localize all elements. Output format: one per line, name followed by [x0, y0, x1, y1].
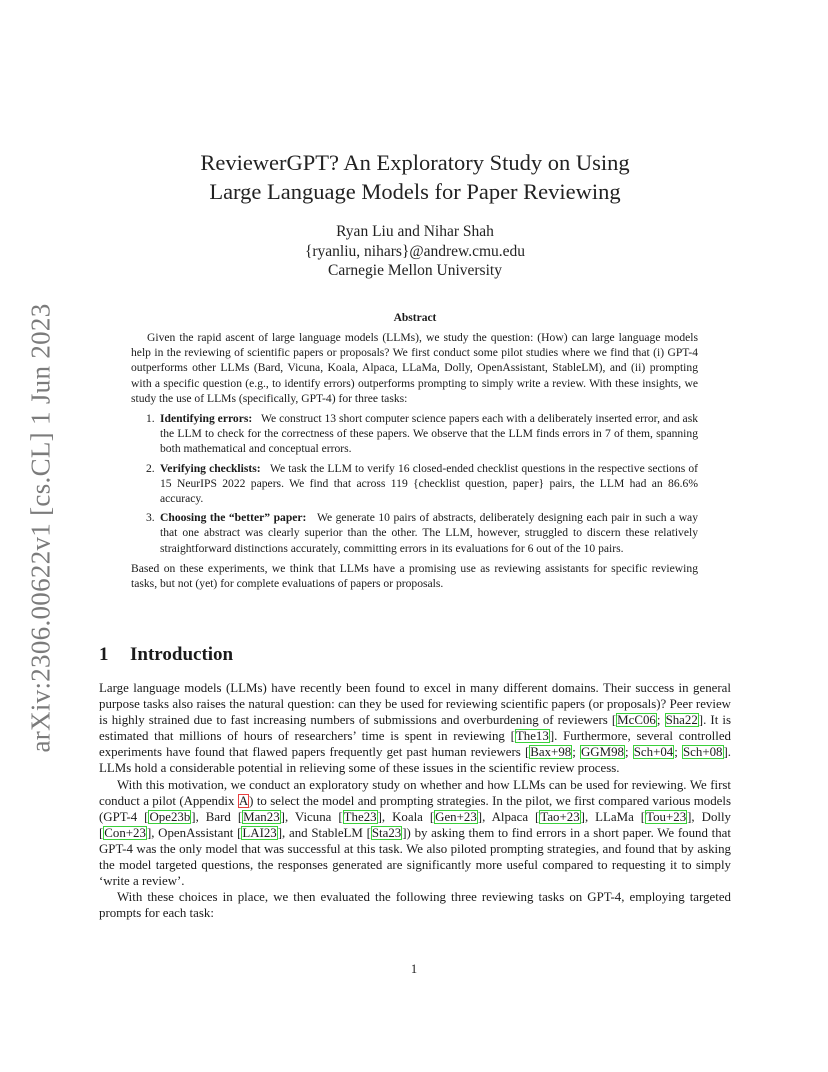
abstract-task-item [131, 411, 698, 457]
citation-link[interactable]: Gen+23 [435, 809, 477, 824]
paragraph-text: ], and StableLM [ [277, 825, 371, 840]
section-title: Introduction [130, 644, 234, 665]
citation-link[interactable]: Sch+08 [683, 745, 723, 760]
title-line-2: Large Language Models for Paper Reviewing [209, 179, 621, 204]
section-number: 1 [99, 644, 109, 665]
task-label: Verifying checklists: [160, 461, 261, 475]
task-label: Choosing the “better” paper: [160, 511, 307, 525]
citation-separator: ; [624, 745, 633, 760]
citation-link[interactable]: Sha22 [665, 713, 698, 728]
citation-link[interactable]: Tou+23 [646, 809, 687, 824]
paragraph-text: ], Alpaca [ [477, 809, 540, 824]
introduction-body [99, 680, 731, 921]
intro-paragraph-3: With these choices in place, we then evaluated the following three reviewing tasks on GPT-4, employing targeted prompts for each task: [99, 890, 731, 921]
citation-separator: ; [656, 713, 665, 728]
paragraph-text: With this motivation, we conduct an exploratory study on whether and how LLMs can be used for reviewing. We first conduct a pilot (Appendix [99, 777, 731, 808]
paragraph-text: ], LLaMa [ [580, 809, 646, 824]
citation-link[interactable]: Man23 [243, 809, 280, 824]
citation-separator: ; [674, 745, 682, 760]
intro-paragraph-1 [99, 680, 731, 777]
task-number: 3. [146, 511, 155, 525]
abstract-task-item [131, 461, 698, 507]
paragraph-text: ]) by asking them to find errors in a short paper. We found that GPT-4 was the only model that was successful at this task. We also piloted prompting strategies, and found that by asking the model targeted questions, the responses generated are significantly more useful compared to requesting it to simply ‘write a review’. [99, 825, 731, 889]
paragraph-text: ], OpenAssistant [ [146, 825, 242, 840]
citation-link[interactable]: The13 [515, 729, 549, 744]
paper-title [100, 148, 730, 206]
paragraph-text: ]. Furthermore, several controlled experiments have found that flawed papers frequently get past human reviewers [ [99, 729, 731, 760]
paragraph-text: ], Bard [ [191, 809, 243, 824]
task-number: 2. [146, 461, 155, 475]
citation-link[interactable]: Sch+04 [633, 745, 674, 760]
citation-link[interactable]: LAI23 [242, 825, 277, 840]
citation-link[interactable]: McC06 [617, 713, 656, 728]
task-description: We generate 10 pairs of abstracts, deliberately designing each pair in such a way that one abstract was clearly superior than the other. The LLM, however, struggled to discern these relatively straightforward distinctions accurately, committing errors in its evaluations for 6 out of the 10 pairs. [160, 511, 699, 555]
paragraph-text: ], Vicuna [ [280, 809, 343, 824]
paragraph-text: ], Dolly [ [99, 809, 731, 840]
abstract-task-list [131, 411, 698, 556]
paragraph-text: ]. LLMs hold a considerable potential in relieving some of these issues in the scientific review process. [99, 745, 732, 776]
task-label: Identifying errors: [160, 412, 253, 426]
citation-link[interactable]: Con+23 [104, 825, 146, 840]
intro-paragraph-2 [99, 777, 731, 890]
arxiv-identifier-stamp [20, 298, 62, 758]
abstract-body [131, 330, 698, 591]
task-number: 1. [146, 412, 155, 426]
section-heading [99, 644, 233, 666]
paragraph-text: ) to select the model and prompting strategies. In the pilot, we first compared various models (GPT-4 [ [99, 793, 732, 824]
paragraph-text: Large language models (LLMs) have recently been found to excel in many different domains. Their success in general purpose tasks also raises the natural question: can they be used for reviewing scientific papers (or proposals)? Peer review is highly strained due to fast increasing numbers of submissions and overburdening of reviewers [ [99, 681, 731, 728]
abstract-heading: Abstract [393, 312, 437, 324]
paragraph-text: ]. It is estimated that millions of hours of researchers’ time is spent in reviewing [ [99, 713, 731, 744]
author-email: {ryanliu, nihars}@andrew.cmu.edu [304, 242, 526, 260]
abstract-conclusion: Based on these experiments, we think that LLMs have a promising use as reviewing assistants for specific reviewing tasks, but not (yet) for complete evaluations of papers or proposals. [131, 561, 698, 591]
citation-link[interactable]: Bax+98 [530, 745, 572, 760]
citation-separator: ; [572, 745, 580, 760]
citation-link[interactable]: GGM98 [580, 745, 624, 760]
abstract-intro: Given the rapid ascent of large language models (LLMs), we study the question: (How) can large language models help in the reviewing of scientific papers or proposals? We first conduct some pilot studies where we find that (i) GPT-4 outperforms other LLMs (Bard, Vicuna, Koala, Alpaca, LLaMa, Dolly, OpenAssistant, StableLM), and (ii) prompting with a specific question (e.g., to identify errors) outperforms prompting to simply write a review. With these insights, we study the use of LLMs (specifically, GPT-4) for three tasks: [131, 331, 698, 405]
citation-link[interactable]: The23 [343, 809, 377, 824]
paragraph-text: ], Koala [ [377, 809, 435, 824]
title-line-1: ReviewerGPT? An Exploratory Study on Using [200, 150, 630, 175]
citation-link[interactable]: Tao+23 [540, 809, 580, 824]
page-number: 1 [410, 962, 418, 976]
task-description: We construct 13 short computer science papers each with a deliberately inserted error, and ask the LLM to check for the correctness of these papers. We observe that the LLM finds errors in 7 of them, spanning both mathematical and conceptual errors. [160, 412, 699, 456]
author-block [100, 222, 730, 281]
task-description: We task the LLM to verify 16 closed-ended checklist questions in the respective sections of 15 NeurIPS 2022 papers. We find that across 119 {checklist question, paper} pairs, the LLM had an 86.6% accuracy. [160, 461, 698, 506]
author-affiliation: Carnegie Mellon University [328, 262, 502, 279]
arxiv-identifier-text: arXiv:2306.00622v1 [cs.CL] 1 Jun 2023 [25, 303, 56, 753]
author-names: Ryan Liu and Nihar Shah [336, 223, 494, 240]
citation-link[interactable]: Ope23b [149, 809, 191, 824]
appendix-link[interactable]: A [238, 793, 249, 808]
abstract-task-item [131, 510, 698, 556]
citation-link[interactable]: Sta23 [371, 825, 402, 840]
